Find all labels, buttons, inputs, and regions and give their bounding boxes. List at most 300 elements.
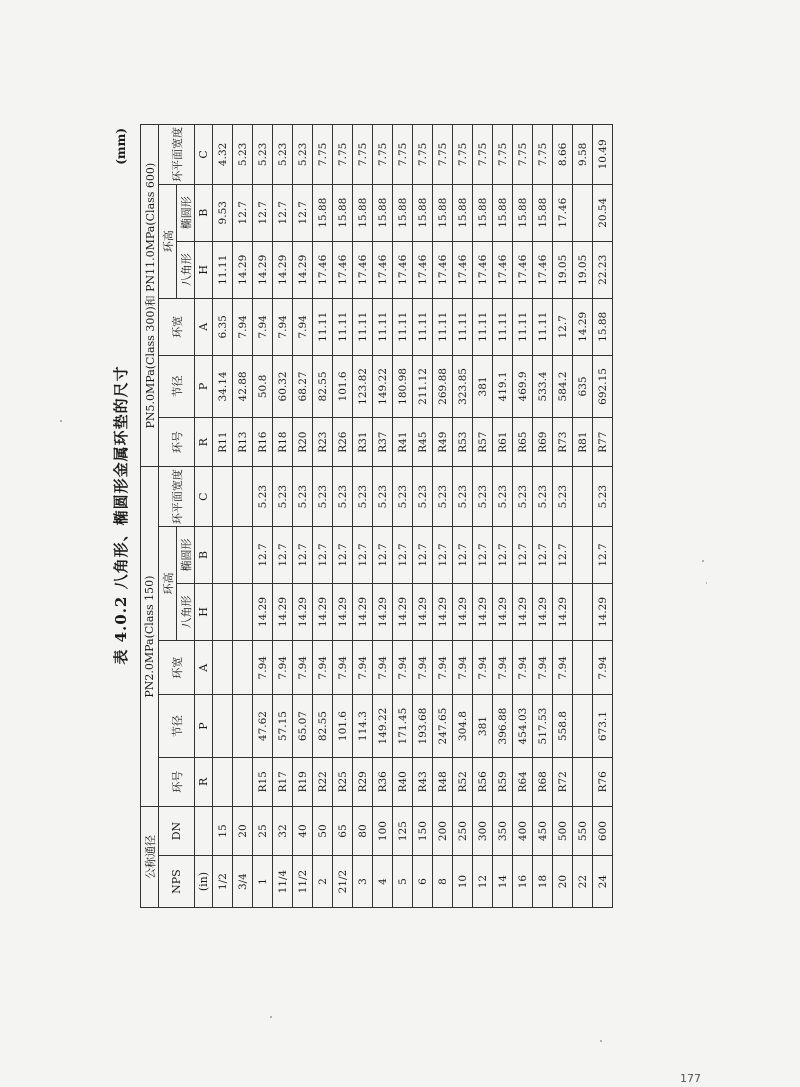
cell-dn: 300 (473, 806, 493, 855)
cell-nps: 3/4 (233, 856, 253, 908)
cell-c1: 5.23 (533, 467, 553, 527)
cell-dn: 600 (593, 806, 613, 855)
cell-r1: R25 (333, 757, 353, 806)
cell-p1: 65.07 (293, 695, 313, 757)
cell-a2: 11.11 (353, 298, 373, 355)
cell-dn: 32 (273, 806, 293, 855)
cell-h2: 14.29 (233, 241, 253, 298)
cell-a2: 11.11 (453, 298, 473, 355)
cell-c1: 5.23 (293, 467, 313, 527)
table-row (553, 125, 573, 908)
scan-speck (600, 1040, 602, 1042)
cell-r2: R37 (373, 418, 393, 467)
cell-c1: 5.23 (513, 467, 533, 527)
cell-c1: 5.23 (553, 467, 573, 527)
header-oval-1: 椭圆形 (177, 526, 195, 583)
scan-speck (706, 582, 707, 584)
cell-h2: 17.46 (313, 241, 333, 298)
cell-h1: 14.29 (353, 583, 373, 640)
cell-dn: 200 (433, 806, 453, 855)
cell-h1: 14.29 (253, 583, 273, 640)
header-symbol-c2: C (195, 125, 213, 185)
cell-c2: 5.23 (273, 125, 293, 185)
table-row (513, 125, 533, 908)
header-symbol-p1: P (195, 695, 213, 757)
cell-b2: 9.53 (213, 184, 233, 241)
cell-b2: 15.88 (353, 184, 373, 241)
cell-a2: 11.11 (333, 298, 353, 355)
cell-p2: 584.2 (553, 355, 573, 417)
cell-h2: 17.46 (453, 241, 473, 298)
cell-dn: 80 (353, 806, 373, 855)
cell-b2: 12.7 (253, 184, 273, 241)
cell-h1: 14.29 (333, 583, 353, 640)
header-octagonal-1: 八角形 (177, 583, 195, 640)
header-ring-height-2: 环高 (159, 184, 177, 298)
cell-a1: 7.94 (433, 641, 453, 695)
cell-c2: 8.66 (553, 125, 573, 185)
cell-h2: 17.46 (513, 241, 533, 298)
cell-c2: 7.75 (533, 125, 553, 185)
cell-h2: 17.46 (473, 241, 493, 298)
cell-a2: 12.7 (553, 298, 573, 355)
cell-c2: 7.75 (433, 125, 453, 185)
cell-b1: 12.7 (333, 526, 353, 583)
cell-dn: 350 (493, 806, 513, 855)
cell-a2: 7.94 (233, 298, 253, 355)
cell-h1: 14.29 (293, 583, 313, 640)
cell-a2: 11.11 (493, 298, 513, 355)
header-nps-unit: (in) (195, 856, 213, 908)
cell-a1: 7.94 (493, 641, 513, 695)
cell-c1: 5.23 (453, 467, 473, 527)
cell-dn: 125 (393, 806, 413, 855)
table-row (413, 125, 433, 908)
cell-b2: 15.88 (473, 184, 493, 241)
cell-p2: 34.14 (213, 355, 233, 417)
cell-h1 (213, 583, 233, 640)
cell-a1: 7.94 (593, 641, 613, 695)
cell-p2: 180.98 (393, 355, 413, 417)
cell-a2: 14.29 (573, 298, 593, 355)
cell-r2: R53 (453, 418, 473, 467)
cell-h2: 19.05 (553, 241, 573, 298)
cell-b2: 17.46 (553, 184, 573, 241)
cell-a1: 7.94 (413, 641, 433, 695)
header-octagonal-2: 八角形 (177, 241, 195, 298)
cell-h1: 14.29 (513, 583, 533, 640)
table-row (313, 125, 333, 908)
cell-r1 (213, 757, 233, 806)
cell-p2: 68.27 (293, 355, 313, 417)
cell-h2: 17.46 (393, 241, 413, 298)
cell-p1: 381 (473, 695, 493, 757)
cell-h2: 14.29 (253, 241, 273, 298)
cell-r1: R40 (393, 757, 413, 806)
scan-speck (60, 420, 62, 422)
cell-h2: 19.05 (573, 241, 593, 298)
cell-r2: R81 (573, 418, 593, 467)
cell-c2: 7.75 (473, 125, 493, 185)
cell-c2: 7.75 (413, 125, 433, 185)
cell-p2: 269.88 (433, 355, 453, 417)
cell-b1: 12.7 (553, 526, 573, 583)
cell-c1: 5.23 (253, 467, 273, 527)
cell-c2: 5.23 (293, 125, 313, 185)
cell-c2: 7.75 (493, 125, 513, 185)
cell-a1 (213, 641, 233, 695)
cell-p2: 381 (473, 355, 493, 417)
cell-b2: 15.88 (313, 184, 333, 241)
cell-dn: 65 (333, 806, 353, 855)
cell-r2: R11 (213, 418, 233, 467)
cell-dn: 20 (233, 806, 253, 855)
table-row (573, 125, 593, 908)
table-row (353, 125, 373, 908)
cell-h2: 17.46 (493, 241, 513, 298)
cell-b2: 15.88 (493, 184, 513, 241)
cell-h1 (573, 583, 593, 640)
table-row (433, 125, 453, 908)
cell-c2: 9.58 (573, 125, 593, 185)
cell-h1: 14.29 (473, 583, 493, 640)
cell-p2: 211.12 (413, 355, 433, 417)
cell-nps: 14 (493, 856, 513, 908)
cell-p2: 323.85 (453, 355, 473, 417)
cell-c1 (233, 467, 253, 527)
cell-r1: R59 (493, 757, 513, 806)
cell-dn: 50 (313, 806, 333, 855)
cell-p2: 123.82 (353, 355, 373, 417)
table-row (273, 125, 293, 908)
cell-r1: R48 (433, 757, 453, 806)
header-symbol-a2: A (195, 298, 213, 355)
scan-speck (270, 1016, 272, 1018)
cell-dn: 40 (293, 806, 313, 855)
cell-p1: 396.88 (493, 695, 513, 757)
cell-r2: R45 (413, 418, 433, 467)
header-symbol-p2: P (195, 355, 213, 417)
table-title: 表 4.0.2 八角形、椭圆形金属环垫的尺寸 (112, 365, 130, 665)
cell-b1: 12.7 (393, 526, 413, 583)
cell-r1: R72 (553, 757, 573, 806)
cell-dn: 550 (573, 806, 593, 855)
cell-h1: 14.29 (593, 583, 613, 640)
cell-c2: 10.49 (593, 125, 613, 185)
cell-a1: 7.94 (533, 641, 553, 695)
cell-a2: 11.11 (373, 298, 393, 355)
header-ring-height-1: 环高 (159, 526, 177, 640)
cell-c1 (213, 467, 233, 527)
cell-b1: 12.7 (293, 526, 313, 583)
cell-a1: 7.94 (333, 641, 353, 695)
cell-b1: 12.7 (253, 526, 273, 583)
cell-nps: 4 (373, 856, 393, 908)
cell-nps: 1 (253, 856, 273, 908)
cell-nps: 24 (593, 856, 613, 908)
table-row (453, 125, 473, 908)
cell-p1: 247.65 (433, 695, 453, 757)
cell-a2: 11.11 (313, 298, 333, 355)
cell-c1: 5.23 (473, 467, 493, 527)
cell-b1: 12.7 (413, 526, 433, 583)
cell-dn: 400 (513, 806, 533, 855)
cell-b1: 12.7 (473, 526, 493, 583)
cell-dn: 450 (533, 806, 553, 855)
cell-nps: 5 (393, 856, 413, 908)
cell-c1: 5.23 (413, 467, 433, 527)
cell-r1: R68 (533, 757, 553, 806)
cell-h1: 14.29 (453, 583, 473, 640)
cell-b1 (573, 526, 593, 583)
cell-a1: 7.94 (393, 641, 413, 695)
cell-p2: 635 (573, 355, 593, 417)
cell-p2: 60.32 (273, 355, 293, 417)
cell-p1: 558.8 (553, 695, 573, 757)
rotated-page-content (110, 120, 660, 910)
cell-b1 (213, 526, 233, 583)
cell-nps: 6 (413, 856, 433, 908)
table-row (593, 125, 613, 908)
cell-r1: R43 (413, 757, 433, 806)
cell-c2: 7.75 (333, 125, 353, 185)
cell-h2: 17.46 (413, 241, 433, 298)
unit-label: (mm) (114, 128, 128, 165)
header-symbol-h2: H (195, 241, 213, 298)
cell-r1: R29 (353, 757, 373, 806)
cell-b1: 12.7 (513, 526, 533, 583)
cell-dn: 25 (253, 806, 273, 855)
cell-b1: 12.7 (313, 526, 333, 583)
cell-nps: 3 (353, 856, 373, 908)
table-row (473, 125, 493, 908)
cell-r2: R31 (353, 418, 373, 467)
cell-h2: 17.46 (533, 241, 553, 298)
cell-r1: R22 (313, 757, 333, 806)
cell-r2: R49 (433, 418, 453, 467)
cell-b2: 15.88 (373, 184, 393, 241)
cell-nps: 1/2 (213, 856, 233, 908)
table-row (493, 125, 513, 908)
cell-c2: 7.75 (353, 125, 373, 185)
cell-c1: 5.23 (313, 467, 333, 527)
table-row (373, 125, 393, 908)
cell-a2: 7.94 (293, 298, 313, 355)
cell-p1: 47.62 (253, 695, 273, 757)
cell-c1: 5.23 (373, 467, 393, 527)
cell-r2: R18 (273, 418, 293, 467)
header-pitch-1: 节径 (159, 695, 195, 757)
cell-r2: R77 (593, 418, 613, 467)
cell-dn: 100 (373, 806, 393, 855)
cell-a2: 11.11 (433, 298, 453, 355)
cell-nps: 18 (533, 856, 553, 908)
cell-b1: 12.7 (433, 526, 453, 583)
cell-c1: 5.23 (593, 467, 613, 527)
cell-c1: 5.23 (393, 467, 413, 527)
cell-r1 (573, 757, 593, 806)
cell-r2: R41 (393, 418, 413, 467)
cell-h2: 17.46 (333, 241, 353, 298)
cell-p1: 454.03 (513, 695, 533, 757)
cell-nps: 2 (313, 856, 333, 908)
cell-b2: 12.7 (293, 184, 313, 241)
cell-b2: 12.7 (273, 184, 293, 241)
cell-p1 (573, 695, 593, 757)
cell-p1: 304.8 (453, 695, 473, 757)
cell-r2: R16 (253, 418, 273, 467)
cell-p1: 114.3 (353, 695, 373, 757)
cell-a1 (573, 641, 593, 695)
header-symbol-r1: R (195, 757, 213, 806)
cell-a1: 7.94 (513, 641, 533, 695)
header-flat-width-2: 环平面宽度 (159, 125, 195, 185)
cell-r1: R19 (293, 757, 313, 806)
cell-nps: 11/4 (273, 856, 293, 908)
cell-nps: 21/2 (333, 856, 353, 908)
header-ring-width-1: 环宽 (159, 641, 195, 695)
cell-a1: 7.94 (353, 641, 373, 695)
cell-b1 (233, 526, 253, 583)
table-row (333, 125, 353, 908)
cell-b2: 15.88 (533, 184, 553, 241)
cell-dn: 15 (213, 806, 233, 855)
cell-h1: 14.29 (373, 583, 393, 640)
cell-a1: 7.94 (253, 641, 273, 695)
cell-a1: 7.94 (453, 641, 473, 695)
cell-c2: 7.75 (313, 125, 333, 185)
cell-c2: 7.75 (453, 125, 473, 185)
cell-b1: 12.7 (533, 526, 553, 583)
table-row (393, 125, 413, 908)
cell-r1 (233, 757, 253, 806)
cell-p2: 149.22 (373, 355, 393, 417)
cell-r1: R52 (453, 757, 473, 806)
header-flat-width-1: 环平面宽度 (159, 467, 195, 527)
table-row (293, 125, 313, 908)
cell-r1: R17 (273, 757, 293, 806)
cell-r2: R23 (313, 418, 333, 467)
cell-h2: 14.29 (273, 241, 293, 298)
cell-a1: 7.94 (313, 641, 333, 695)
cell-b1: 12.7 (373, 526, 393, 583)
cell-nps: 16 (513, 856, 533, 908)
cell-h1: 14.29 (413, 583, 433, 640)
cell-b2: 15.88 (393, 184, 413, 241)
cell-nps: 11/2 (293, 856, 313, 908)
cell-h1: 14.29 (313, 583, 333, 640)
cell-r2: R73 (553, 418, 573, 467)
cell-p1: 82.55 (313, 695, 333, 757)
cell-r2: R57 (473, 418, 493, 467)
cell-c1: 5.23 (273, 467, 293, 527)
cell-b2: 15.88 (453, 184, 473, 241)
cell-a1: 7.94 (273, 641, 293, 695)
cell-a2: 7.94 (253, 298, 273, 355)
header-dn-symbol (195, 806, 213, 855)
cell-r1: R76 (593, 757, 613, 806)
cell-c2: 5.23 (253, 125, 273, 185)
cell-nps: 8 (433, 856, 453, 908)
cell-a2: 7.94 (273, 298, 293, 355)
cell-h2: 14.29 (293, 241, 313, 298)
cell-c2: 7.75 (393, 125, 413, 185)
header-dn: DN (159, 806, 195, 855)
cell-p2: 692.15 (593, 355, 613, 417)
header-symbol-a1: A (195, 641, 213, 695)
cell-a2: 11.11 (533, 298, 553, 355)
header-nps: NPS (159, 856, 195, 908)
cell-p2: 82.55 (313, 355, 333, 417)
header-pitch-2: 节径 (159, 355, 195, 417)
cell-p2: 50.8 (253, 355, 273, 417)
cell-h1: 14.29 (433, 583, 453, 640)
cell-nps: 22 (573, 856, 593, 908)
cell-c1: 5.23 (353, 467, 373, 527)
cell-a2: 11.11 (473, 298, 493, 355)
cell-p1 (233, 695, 253, 757)
cell-b1: 12.7 (593, 526, 613, 583)
cell-h2: 22.23 (593, 241, 613, 298)
cell-b2: 15.88 (413, 184, 433, 241)
cell-r1: R36 (373, 757, 393, 806)
cell-b2: 20.54 (593, 184, 613, 241)
cell-r1: R64 (513, 757, 533, 806)
header-symbol-b2: B (195, 184, 213, 241)
cell-p1: 193.68 (413, 695, 433, 757)
cell-a2: 11.11 (393, 298, 413, 355)
header-symbol-b1: B (195, 526, 213, 583)
cell-b2: 15.88 (333, 184, 353, 241)
table-row (533, 125, 553, 908)
cell-nps: 20 (553, 856, 573, 908)
cell-h2: 11.11 (213, 241, 233, 298)
cell-p2: 419.1 (493, 355, 513, 417)
cell-c2: 4.32 (213, 125, 233, 185)
cell-a2: 15.88 (593, 298, 613, 355)
cell-b1: 12.7 (273, 526, 293, 583)
cell-nps: 10 (453, 856, 473, 908)
cell-b1: 12.7 (493, 526, 513, 583)
header-group-class300-600: PN5.0MPa(Class 300)和 PN11.0MPa(Class 600) (141, 125, 159, 467)
cell-h2: 17.46 (433, 241, 453, 298)
header-oval-2: 椭圆形 (177, 184, 195, 241)
header-group-class150: PN2.0MPa(Class 150) (141, 467, 159, 807)
cell-r2: R26 (333, 418, 353, 467)
cell-h1 (233, 583, 253, 640)
scan-speck (702, 560, 704, 562)
page-number: 177 (680, 1072, 701, 1085)
cell-r2: R13 (233, 418, 253, 467)
table-row (213, 125, 233, 908)
cell-r2: R20 (293, 418, 313, 467)
cell-a1: 7.94 (473, 641, 493, 695)
cell-p1: 673.1 (593, 695, 613, 757)
cell-r2: R61 (493, 418, 513, 467)
cell-dn: 500 (553, 806, 573, 855)
cell-h1: 14.29 (393, 583, 413, 640)
header-symbol-h1: H (195, 583, 213, 640)
header-nominal: 公称通径 (141, 806, 159, 907)
cell-dn: 250 (453, 806, 473, 855)
header-symbol-r2: R (195, 418, 213, 467)
cell-h2: 17.46 (373, 241, 393, 298)
cell-h1: 14.29 (493, 583, 513, 640)
cell-a2: 11.11 (513, 298, 533, 355)
cell-dn: 150 (413, 806, 433, 855)
cell-b1: 12.7 (453, 526, 473, 583)
cell-a2: 11.11 (413, 298, 433, 355)
